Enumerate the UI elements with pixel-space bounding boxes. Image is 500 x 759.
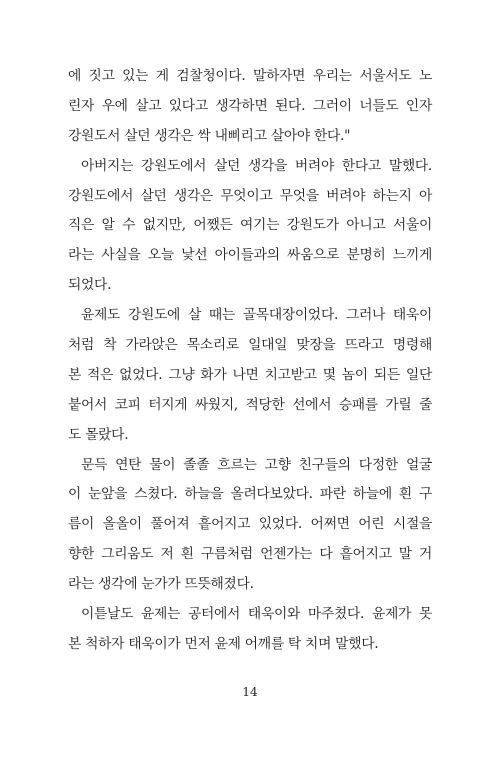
text-line: 라는 생각에 눈가가 뜨뜻해졌다.	[68, 576, 254, 593]
text-line: 문득 연탄 물이 졸졸 흐르는 고향 친구들의 다정한 얼굴	[81, 456, 432, 473]
text-line: 도 몰랐다.	[68, 426, 129, 443]
text-line: 린자 우에 살고 있다고 생각하면 된다. 그러이 너들도 인자	[68, 97, 432, 114]
text-line: 름이 올올이 풀어져 흩어지고 있었다. 어쩌면 어린 시절을	[68, 516, 432, 533]
text-line: 라는 사실을 오늘 낯선 아이들과의 싸움으로 분명히 느끼게	[68, 247, 432, 264]
text-line: 되었다.	[68, 277, 112, 294]
text-line: 아버지는 강원도에서 살던 생각을 버려야 한다고 말했다.	[81, 157, 432, 174]
body-text	[68, 62, 432, 660]
text-line: 이튿날도 윤제는 공터에서 태욱이와 마주쳤다. 윤제가 못	[81, 606, 432, 623]
text-line: 에 짓고 있는 게 검찰청이다. 말하자면 우리는 서울서도 노	[68, 68, 432, 84]
page-number: 14	[242, 685, 258, 699]
text-line: 향한 그리움도 저 흰 구름처럼 언젠가는 다 흩어지고 말 거	[68, 546, 432, 563]
text-line: 처럼 착 가라앉은 목소리로 일대일 맞장을 뜨라고 명령해	[68, 337, 432, 354]
text-line: 붙어서 코피 터지게 싸웠지, 적당한 선에서 승패를 가릴 줄	[68, 396, 432, 413]
text-line: 강원도에서 살던 생각은 무엇이고 무엇을 버려야 하는지 아	[68, 187, 432, 204]
text-line: 직은 알 수 없지만, 어쨌든 여기는 강원도가 아니고 서울이	[68, 217, 432, 234]
text-line: 본 척하자 태욱이가 먼저 윤제 어깨를 탁 치며 말했다.	[68, 635, 379, 652]
text-line: 강원도서 살던 생각은 싹 내삐리고 살아야 한다."	[68, 127, 351, 144]
text-line: 본 적은 없었다. 그냥 화가 나면 치고받고 몇 놈이 되든 일단	[68, 366, 432, 383]
text-line: 윤제도 강원도에 살 때는 골목대장이었다. 그러나 태욱이	[81, 307, 432, 324]
text-line: 이 눈앞을 스쳤다. 하늘을 올려다보았다. 파란 하늘에 흰 구	[68, 486, 432, 503]
